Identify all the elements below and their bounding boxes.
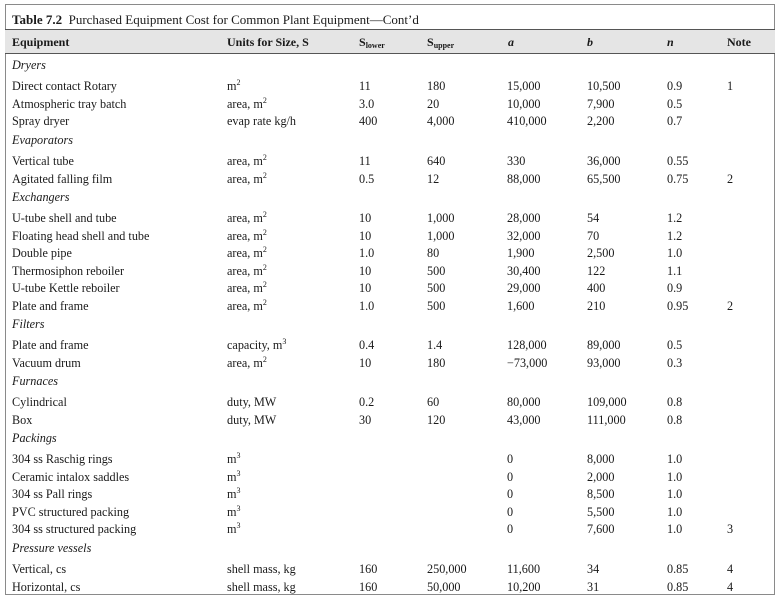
cell-units xyxy=(227,154,267,168)
cell-a: 0 xyxy=(507,470,514,484)
cell-s-lower: 1.0 xyxy=(359,246,375,260)
cell-a: 410,000 xyxy=(507,114,547,128)
cell-s-lower: 0.2 xyxy=(359,395,375,409)
cell-n: 1.0 xyxy=(667,522,683,536)
cell-s-lower: 400 xyxy=(359,114,378,128)
unit-exponent: 3 xyxy=(236,469,241,478)
unit-text: m xyxy=(227,452,237,466)
header-s-upper: $S_{upper}$ xyxy=(427,35,455,50)
cell-units xyxy=(227,505,240,519)
cell-b: 31 xyxy=(587,580,600,594)
cell-equipment: Plate and frame xyxy=(12,338,89,352)
unit-text: capacity, m xyxy=(227,338,283,352)
cell-equipment: Atmospheric tray batch xyxy=(12,97,127,111)
cell-equipment: Thermosiphon reboiler xyxy=(12,264,125,278)
cell-b: 109,000 xyxy=(587,395,627,409)
cell-s-upper: 1.4 xyxy=(427,338,443,352)
unit-exponent: 2 xyxy=(262,210,267,219)
cell-s-lower: 160 xyxy=(359,580,378,594)
cell-units xyxy=(227,338,286,352)
unit-exponent: 3 xyxy=(236,451,241,460)
cell-a: 80,000 xyxy=(507,395,541,409)
cell-equipment: 304 ss Pall rings xyxy=(12,487,93,501)
unit-exponent: 2 xyxy=(262,263,267,272)
unit-text: area, m xyxy=(227,264,263,278)
cell-units xyxy=(227,356,267,370)
cell-note: 2 xyxy=(727,172,734,186)
cell-units xyxy=(227,522,240,536)
cell-n: 1.1 xyxy=(667,264,683,278)
cell-n: 0.9 xyxy=(667,281,683,295)
cell-equipment: Floating head shell and tube xyxy=(12,229,150,243)
table-title: Purchased Equipment Cost for Common Plant Equipment—Cont’d xyxy=(68,12,419,27)
cell-s-lower: 10 xyxy=(359,356,372,370)
unit-text: area, m xyxy=(227,281,263,295)
cell-equipment: Spray dryer xyxy=(12,114,70,128)
unit-text: duty, MW xyxy=(227,395,277,409)
cell-b: 2,200 xyxy=(587,114,615,128)
cell-b: 8,000 xyxy=(587,452,615,466)
cell-equipment: 304 ss Raschig rings xyxy=(12,452,113,466)
cell-s-upper: 180 xyxy=(427,79,446,93)
cell-s-lower: 0.4 xyxy=(359,338,375,352)
cell-s-upper: 640 xyxy=(427,154,446,168)
cell-equipment: Direct contact Rotary xyxy=(12,79,117,93)
unit-text: area, m xyxy=(227,299,263,313)
cell-b: 5,500 xyxy=(587,505,615,519)
section-heading: Packings xyxy=(12,431,57,445)
cell-a: 0 xyxy=(507,522,514,536)
unit-exponent: 3 xyxy=(236,521,241,530)
cell-a: 10,000 xyxy=(507,97,541,111)
unit-text: m xyxy=(227,470,237,484)
cell-note: 2 xyxy=(727,299,734,313)
table-caption xyxy=(12,12,419,28)
cell-b: 54 xyxy=(587,211,600,225)
section-heading: Dryers xyxy=(12,58,46,72)
cell-equipment: U-tube shell and tube xyxy=(12,211,117,225)
cell-a: 0 xyxy=(507,452,514,466)
cell-s-upper: 500 xyxy=(427,299,446,313)
cell-b: 70 xyxy=(587,229,600,243)
cell-a: −73,000 xyxy=(507,356,548,370)
unit-exponent: 2 xyxy=(262,96,267,105)
unit-exponent: 2 xyxy=(262,280,267,289)
cell-units xyxy=(227,229,267,243)
cell-equipment: Vertical tube xyxy=(12,154,74,168)
cell-equipment: Ceramic intalox saddles xyxy=(12,470,130,484)
cell-s-upper: 500 xyxy=(427,281,446,295)
cell-n: 1.0 xyxy=(667,470,683,484)
cell-b: 7,600 xyxy=(587,522,615,536)
cell-n: 0.7 xyxy=(667,114,683,128)
cell-units xyxy=(227,413,276,427)
cell-n: 0.5 xyxy=(667,97,683,111)
cell-b: 65,500 xyxy=(587,172,621,186)
unit-exponent: 2 xyxy=(262,228,267,237)
cell-a: 29,000 xyxy=(507,281,541,295)
unit-text: area, m xyxy=(227,211,263,225)
unit-exponent: 2 xyxy=(262,171,267,180)
cell-s-lower: 3.0 xyxy=(359,97,375,111)
unit-exponent: 2 xyxy=(262,298,267,307)
cell-units xyxy=(227,395,276,409)
cell-a: 88,000 xyxy=(507,172,541,186)
cell-s-upper: 12 xyxy=(427,172,440,186)
cell-s-lower: 30 xyxy=(359,413,372,427)
header-note: Note xyxy=(727,35,751,49)
cell-b: 400 xyxy=(587,281,606,295)
cell-n: 1.2 xyxy=(667,211,683,225)
cell-equipment: Vacuum drum xyxy=(12,356,81,370)
cell-a: 128,000 xyxy=(507,338,547,352)
cell-s-upper: 120 xyxy=(427,413,446,427)
cell-n: 0.8 xyxy=(667,395,683,409)
header-equipment: Equipment xyxy=(12,35,70,49)
cell-s-upper: 60 xyxy=(427,395,440,409)
unit-text: duty, MW xyxy=(227,413,277,427)
cell-n: 1.0 xyxy=(667,505,683,519)
cell-s-lower: 1.0 xyxy=(359,299,375,313)
cell-equipment: Double pipe xyxy=(12,246,72,260)
cell-units xyxy=(227,172,267,186)
cell-s-lower: 11 xyxy=(359,79,371,93)
section-heading: Pressure vessels xyxy=(12,541,92,555)
unit-text: area, m xyxy=(227,229,263,243)
cell-note: 1 xyxy=(727,79,734,93)
cell-b: 8,500 xyxy=(587,487,615,501)
cell-n: 0.3 xyxy=(667,356,683,370)
cell-b: 122 xyxy=(587,264,606,278)
cell-s-lower: 10 xyxy=(359,229,372,243)
unit-text: shell mass, kg xyxy=(227,580,296,594)
unit-text: m xyxy=(227,522,237,536)
header-a: a xyxy=(508,35,514,49)
cell-s-lower: 10 xyxy=(359,281,372,295)
cell-s-upper: 80 xyxy=(427,246,440,260)
cell-units xyxy=(227,97,267,111)
table-header-row xyxy=(5,29,775,54)
cell-b: 89,000 xyxy=(587,338,621,352)
cell-units xyxy=(227,281,267,295)
cell-note: 4 xyxy=(727,580,734,594)
cell-a: 32,000 xyxy=(507,229,541,243)
unit-exponent: 2 xyxy=(236,78,241,87)
cell-units xyxy=(227,562,296,576)
unit-exponent: 3 xyxy=(236,486,241,495)
cell-b: 2,500 xyxy=(587,246,615,260)
cell-units xyxy=(227,580,296,594)
cell-s-upper: 4,000 xyxy=(427,114,455,128)
unit-exponent: 2 xyxy=(262,245,267,254)
cell-b: 111,000 xyxy=(587,413,626,427)
section-heading: Furnaces xyxy=(12,374,59,388)
cell-equipment: Cylindrical xyxy=(12,395,67,409)
unit-exponent: 3 xyxy=(282,337,287,346)
cell-units xyxy=(227,470,240,484)
cell-equipment: U-tube Kettle reboiler xyxy=(12,281,120,295)
cell-a: 1,600 xyxy=(507,299,535,313)
cell-a: 11,600 xyxy=(507,562,541,576)
cell-s-upper: 50,000 xyxy=(427,580,461,594)
unit-exponent: 2 xyxy=(262,153,267,162)
cell-units xyxy=(227,299,267,313)
unit-text: m xyxy=(227,487,237,501)
cell-equipment: Horizontal, cs xyxy=(12,580,81,594)
cell-b: 210 xyxy=(587,299,606,313)
cell-n: 0.5 xyxy=(667,338,683,352)
unit-text: area, m xyxy=(227,172,263,186)
section-heading: Filters xyxy=(12,317,45,331)
cell-units xyxy=(227,452,240,466)
unit-text: evap rate kg/h xyxy=(227,114,297,128)
cell-a: 0 xyxy=(507,487,514,501)
header-s-lower: $S_{lower}$ xyxy=(359,35,385,50)
cell-a: 30,400 xyxy=(507,264,541,278)
unit-text: area, m xyxy=(227,97,263,111)
unit-exponent: 3 xyxy=(236,504,241,513)
cell-equipment: Agitated falling film xyxy=(12,172,113,186)
cell-a: 0 xyxy=(507,505,514,519)
cell-note: 3 xyxy=(727,522,734,536)
cell-s-upper: 1,000 xyxy=(427,229,455,243)
cell-n: 1.2 xyxy=(667,229,683,243)
cell-b: 34 xyxy=(587,562,600,576)
cell-n: 1.0 xyxy=(667,487,683,501)
unit-text: area, m xyxy=(227,154,263,168)
cell-units xyxy=(227,79,240,93)
cell-a: 1,900 xyxy=(507,246,535,260)
header-b: b xyxy=(587,35,593,49)
cell-b: 7,900 xyxy=(587,97,615,111)
cell-n: 0.9 xyxy=(667,79,683,93)
cell-s-lower: 0.5 xyxy=(359,172,375,186)
cell-s-lower: 11 xyxy=(359,154,371,168)
cell-s-upper: 500 xyxy=(427,264,446,278)
cell-units xyxy=(227,114,296,128)
cell-equipment: Plate and frame xyxy=(12,299,89,313)
cell-b: 36,000 xyxy=(587,154,621,168)
cell-b: 93,000 xyxy=(587,356,621,370)
unit-text: m xyxy=(227,505,237,519)
cell-s-lower: 10 xyxy=(359,211,372,225)
cell-units xyxy=(227,211,267,225)
cell-units xyxy=(227,246,267,260)
cell-n: 1.0 xyxy=(667,452,683,466)
cell-s-upper: 1,000 xyxy=(427,211,455,225)
header-units: Units for Size, S xyxy=(227,35,309,49)
cell-a: 43,000 xyxy=(507,413,541,427)
cell-units xyxy=(227,487,240,501)
cell-s-upper: 180 xyxy=(427,356,446,370)
cell-equipment: PVC structured packing xyxy=(12,505,130,519)
unit-text: area, m xyxy=(227,246,263,260)
cell-units xyxy=(227,264,267,278)
cell-s-upper: 20 xyxy=(427,97,440,111)
cell-n: 0.75 xyxy=(667,172,689,186)
cell-a: 10,200 xyxy=(507,580,541,594)
cell-b: 10,500 xyxy=(587,79,621,93)
table-number: Table 7.2 xyxy=(12,12,63,27)
cell-n: 0.85 xyxy=(667,562,689,576)
cell-n: 0.55 xyxy=(667,154,689,168)
cell-n: 0.85 xyxy=(667,580,689,594)
unit-text: area, m xyxy=(227,356,263,370)
cell-s-lower: 10 xyxy=(359,264,372,278)
cell-s-upper: 250,000 xyxy=(427,562,467,576)
unit-text: shell mass, kg xyxy=(227,562,296,576)
cell-equipment: 304 ss structured packing xyxy=(12,522,137,536)
section-heading: Evaporators xyxy=(12,133,73,147)
cell-n: 0.95 xyxy=(667,299,689,313)
cell-n: 0.8 xyxy=(667,413,683,427)
cell-note: 4 xyxy=(727,562,734,576)
cell-a: 15,000 xyxy=(507,79,541,93)
cell-equipment: Box xyxy=(12,413,33,427)
cell-a: 28,000 xyxy=(507,211,541,225)
header-n: n xyxy=(667,35,674,49)
unit-exponent: 2 xyxy=(262,355,267,364)
cell-b: 2,000 xyxy=(587,470,615,484)
cell-n: 1.0 xyxy=(667,246,683,260)
cell-equipment: Vertical, cs xyxy=(12,562,67,576)
unit-text: m xyxy=(227,79,237,93)
section-heading: Exchangers xyxy=(12,190,70,204)
cell-s-lower: 160 xyxy=(359,562,378,576)
cell-a: 330 xyxy=(507,154,526,168)
